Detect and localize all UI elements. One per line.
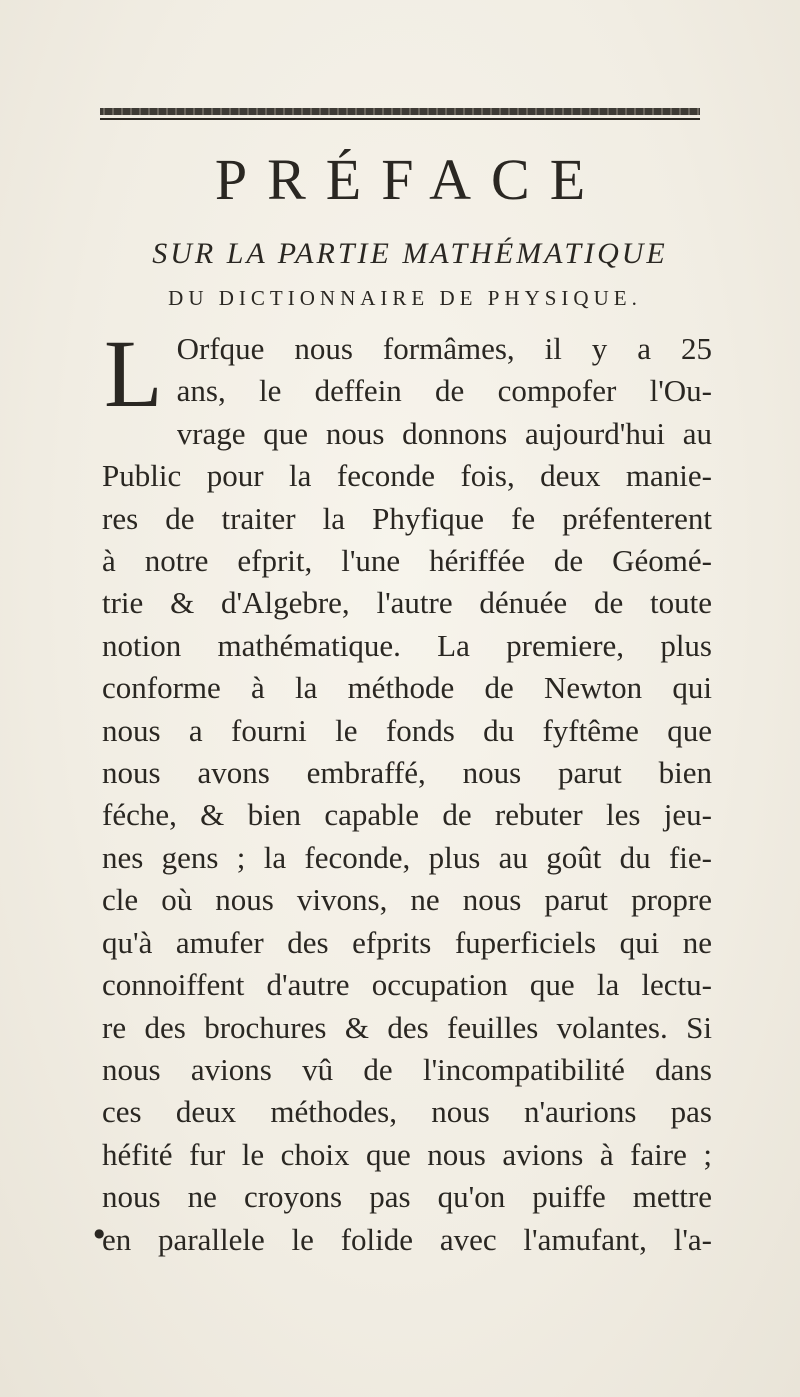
text-line-13: nes gens ; la feconde, plus au goût du fie- [102, 839, 712, 875]
ornament-rule [100, 118, 700, 120]
text-line-3: vrage que nous donnons aujourd'hui au [176, 415, 712, 451]
text-line-14: cle où nous vivons, ne nous parut propre [102, 882, 712, 918]
text-line-11: nous avons embraffé, nous parut bien [102, 755, 712, 791]
ornament-band [100, 108, 700, 115]
text-line-7: trie & d'Algebre, l'autre dénuée de toute [102, 585, 712, 621]
text-line-19: ces deux méthodes, nous n'aurions pas [102, 1094, 712, 1130]
text-line-6: à notre efprit, l'une hériffée de Géomé- [102, 543, 712, 579]
header-ornament [100, 108, 700, 122]
body-text [102, 320, 712, 1261]
text-line-22: en parallele le folide avec l'amufant, l'a- [102, 1221, 712, 1257]
page-title: PRÉFACE [214, 147, 606, 212]
text-line-8: notion mathématique. La premiere, plus [102, 627, 712, 663]
text-line-18: nous avions vû de l'incompatibilité dans [102, 1051, 712, 1087]
dictionary-line: DU DICTIONNAIRE DE PHYSIQUE. [168, 286, 642, 310]
text-line-16: connoiffent d'autre occupation que la lectu- [102, 967, 712, 1003]
text-line-12: féche, & bien capable de rebuter les jeu- [102, 797, 712, 833]
drop-cap: L [104, 320, 163, 427]
text-line-21: nous ne croyons pas qu'on puiffe mettre [102, 1179, 712, 1215]
text-line-20: héfité fur le choix que nous avions à faire ; [102, 1136, 712, 1172]
text-line-4: Public pour la feconde fois, deux manie- [102, 458, 712, 494]
text-line-9: conforme à la méthode de Newton qui [102, 670, 712, 706]
text-line-1: Orfque nous formâmes, il y a 25 [176, 331, 712, 366]
text-line-15: qu'à amufer des efprits fuperficiels qui ne [102, 924, 712, 960]
text-line-17: re des brochures & des feuilles volantes. Si [102, 1009, 712, 1045]
ink-speck: ● [94, 1226, 105, 1240]
page-subtitle: SUR LA PARTIE MATHÉMATIQUE [152, 237, 668, 270]
text-line-10: nous a fourni le fonds du fyftême que [102, 712, 712, 748]
text-line-5: res de traiter la Phyfique fe préfenterent [102, 500, 712, 536]
text-line-2: ans, le deffein de compofer l'Ou- [176, 373, 712, 409]
